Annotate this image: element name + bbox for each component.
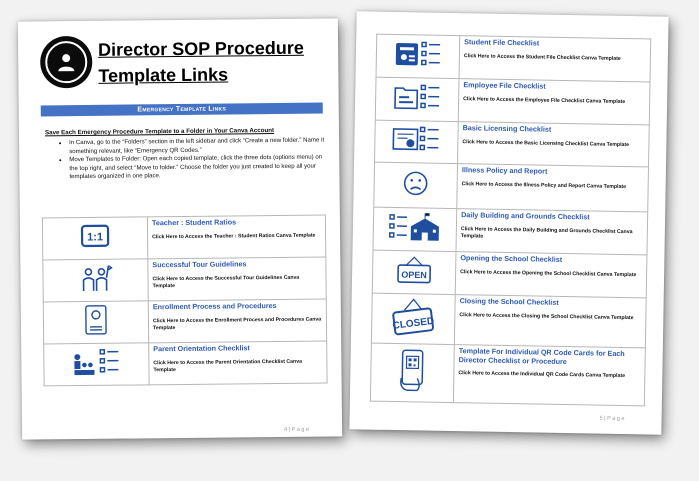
save-heading: Save Each Emergency Procedure Template to a Folder in Your Canva Account bbox=[44, 127, 275, 137]
table-row bbox=[372, 250, 647, 298]
sick-face-icon bbox=[401, 169, 429, 197]
template-link[interactable]: Click Here to Access the Parent Orientation Checklist Canva Template bbox=[153, 358, 303, 373]
row-title: Basic Licensing Checklist bbox=[462, 123, 552, 134]
list-item: • In Canva, go to the “Folders” section in the left sidebar and click “Create a new folder.” Name it something relevant, like “Emergency QR Codes.” bbox=[69, 136, 331, 156]
table-row bbox=[375, 77, 650, 125]
employee-file-icon bbox=[393, 81, 442, 112]
row-text-cell bbox=[459, 36, 651, 82]
person-icon bbox=[54, 50, 78, 74]
table-row bbox=[373, 207, 648, 255]
template-link[interactable]: Click Here to Access the Enrollment Process and Procedures Canva Template bbox=[152, 316, 322, 331]
icon-cell bbox=[373, 207, 457, 251]
svg-text:1:1: 1:1 bbox=[87, 231, 104, 244]
table-row bbox=[44, 341, 327, 386]
logo bbox=[40, 36, 93, 89]
table-row bbox=[42, 215, 325, 260]
row-text-cell bbox=[147, 215, 325, 259]
license-icon bbox=[392, 124, 441, 155]
row-title: Enrollment Process and Procedures bbox=[152, 300, 277, 312]
table-row bbox=[370, 343, 645, 406]
list-item: • Move Templates to Folder: Open each copied template, click the three dots (options menu) on the top right, and select “Move to folder.” Choose the folder you just created to keep all your templates organized in one place. bbox=[69, 154, 331, 183]
row-text-cell bbox=[149, 341, 327, 385]
icon-cell bbox=[43, 259, 148, 302]
ratio-icon bbox=[80, 224, 110, 248]
row-title: Student File Checklist bbox=[464, 37, 540, 48]
template-link[interactable]: Click Here to Access the Employee File Checklist Canva Template bbox=[463, 95, 626, 105]
template-table bbox=[42, 214, 328, 386]
template-link[interactable]: Click Here to Access the Closing the School Checklist Canva Template bbox=[459, 311, 634, 321]
qr-phone-icon bbox=[397, 348, 428, 393]
row-title: Opening the School Checklist bbox=[460, 253, 563, 264]
school-building-icon bbox=[389, 211, 442, 242]
svg-text:CLOSED: CLOSED bbox=[392, 315, 435, 332]
row-text-cell bbox=[455, 252, 647, 298]
template-link[interactable]: Click Here to Access the Successful Tour Guidelines Canva Template bbox=[152, 274, 300, 289]
student-file-icon bbox=[394, 38, 443, 69]
title-line-2: Template Links bbox=[98, 64, 229, 86]
row-title: Closing the School Checklist bbox=[459, 296, 559, 307]
row-title: Teacher : Student Ratios bbox=[151, 217, 237, 228]
icon-cell bbox=[375, 77, 459, 121]
orientation-icon bbox=[72, 347, 120, 378]
document-page-4 bbox=[18, 18, 342, 439]
table-row bbox=[43, 299, 326, 344]
row-text-cell bbox=[148, 299, 326, 343]
icon-cell bbox=[375, 120, 459, 163]
enrollment-icon bbox=[83, 304, 109, 336]
row-title: Daily Building and Grounds Checklist bbox=[461, 210, 590, 222]
row-title: Employee File Checklist bbox=[463, 80, 546, 91]
template-link[interactable]: Click Here to Access the Individual QR Code Cards Canva Template bbox=[458, 370, 626, 380]
tour-icon bbox=[78, 263, 112, 293]
icon-cell bbox=[374, 162, 458, 208]
template-link[interactable]: Click Here to Access the Teacher : Student Ratios Canva Template bbox=[152, 232, 316, 240]
row-title: Template For Individual QR Code Cards for Each Director Checklist or Procedure bbox=[458, 346, 625, 366]
section-banner: Emergency Template Links bbox=[41, 102, 323, 116]
row-text-cell bbox=[456, 209, 648, 255]
template-link[interactable]: Click Here to Access the Opening the School Checklist Canva Template bbox=[460, 268, 637, 278]
row-text-cell bbox=[458, 122, 650, 167]
template-table bbox=[370, 34, 651, 407]
page-title bbox=[98, 34, 329, 88]
page-number: 4 | P a g e bbox=[284, 426, 310, 433]
open-sign-icon bbox=[395, 255, 434, 286]
icon-cell bbox=[371, 293, 455, 344]
icon-cell bbox=[376, 34, 460, 78]
table-row bbox=[374, 162, 649, 212]
template-link[interactable]: Click Here to Access the Daily Building and Grounds Checklist Canva Template bbox=[460, 225, 633, 240]
table-row bbox=[375, 120, 650, 167]
template-link[interactable]: Click Here to Access the Basic Licensing Checklist Canva Template bbox=[462, 138, 630, 148]
icon-cell bbox=[372, 250, 456, 294]
table-row bbox=[376, 34, 651, 82]
icon-cell bbox=[44, 343, 149, 386]
row-text-cell bbox=[453, 345, 645, 406]
page-number: 5 | P a g e bbox=[599, 415, 625, 423]
instruction-list bbox=[61, 136, 331, 182]
document-page-5 bbox=[349, 11, 668, 434]
template-link[interactable]: Click Here to Access the Student File Checklist Canva Template bbox=[463, 52, 621, 62]
icon-cell bbox=[43, 301, 148, 344]
row-title: Parent Orientation Checklist bbox=[153, 343, 250, 354]
closed-sign-icon bbox=[391, 296, 436, 337]
row-title: Illness Policy and Report bbox=[461, 165, 548, 176]
row-text-cell bbox=[454, 295, 646, 348]
row-text-cell bbox=[458, 79, 650, 125]
template-link[interactable]: Click Here to Access the Illness Policy and Report Canva Template bbox=[461, 180, 627, 190]
title-line-1: Director SOP Procedure bbox=[98, 37, 304, 60]
icon-cell bbox=[42, 217, 147, 260]
svg-text:OPEN: OPEN bbox=[401, 269, 427, 280]
table-row bbox=[371, 293, 646, 348]
row-title: Successful Tour Guidelines bbox=[152, 259, 247, 270]
row-text-cell bbox=[148, 257, 326, 301]
row-text-cell bbox=[457, 164, 649, 212]
icon-cell bbox=[370, 343, 454, 402]
table-row bbox=[43, 257, 326, 302]
